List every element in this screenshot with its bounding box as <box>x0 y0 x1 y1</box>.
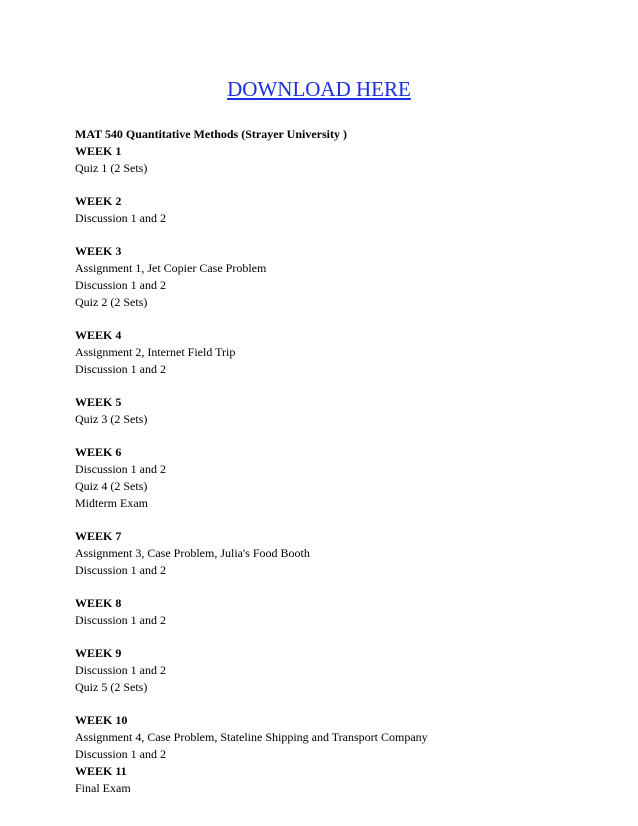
week-item: Discussion 1 and 2 <box>75 663 166 677</box>
week-section <box>75 394 595 428</box>
week-heading: WEEK 10 <box>75 713 128 727</box>
spacer <box>75 579 595 595</box>
week-heading: WEEK 3 <box>75 244 122 258</box>
spacer <box>75 428 595 444</box>
week-item: Quiz 4 (2 Sets) <box>75 479 148 493</box>
document-body <box>75 126 595 797</box>
week-item: Discussion 1 and 2 <box>75 211 166 225</box>
download-link[interactable]: DOWNLOAD HERE <box>227 77 411 101</box>
spacer <box>75 177 595 193</box>
week-item: Quiz 2 (2 Sets) <box>75 295 148 309</box>
spacer <box>75 512 595 528</box>
week-heading: WEEK 11 <box>75 764 127 778</box>
week-section <box>75 444 595 512</box>
week-section <box>75 763 595 797</box>
week-section <box>75 193 595 227</box>
week-item: Quiz 5 (2 Sets) <box>75 680 148 694</box>
week-item: Quiz 1 (2 Sets) <box>75 161 148 175</box>
week-section <box>75 712 595 763</box>
week-heading: WEEK 4 <box>75 328 122 342</box>
spacer <box>75 311 595 327</box>
week-heading: WEEK 7 <box>75 529 122 543</box>
spacer <box>75 378 595 394</box>
week-heading: WEEK 9 <box>75 646 122 660</box>
week-item: Assignment 3, Case Problem, Julia's Food Booth <box>75 546 310 560</box>
spacer <box>75 227 595 243</box>
week-heading: WEEK 6 <box>75 445 122 459</box>
spacer <box>75 696 595 712</box>
week-item: Discussion 1 and 2 <box>75 462 166 476</box>
spacer <box>75 629 595 645</box>
week-section <box>75 243 595 311</box>
week-item: Assignment 4, Case Problem, Stateline Shipping and Transport Company <box>75 730 428 744</box>
course-title: MAT 540 Quantitative Methods (Strayer University ) <box>75 127 347 141</box>
week-section <box>75 143 595 177</box>
week-heading: WEEK 2 <box>75 194 122 208</box>
week-item: Final Exam <box>75 781 131 795</box>
week-item: Assignment 2, Internet Field Trip <box>75 345 236 359</box>
week-item: Discussion 1 and 2 <box>75 563 166 577</box>
week-section <box>75 645 595 696</box>
week-item: Discussion 1 and 2 <box>75 613 166 627</box>
week-section <box>75 528 595 579</box>
week-heading: WEEK 1 <box>75 144 122 158</box>
week-heading: WEEK 5 <box>75 395 122 409</box>
week-item: Midterm Exam <box>75 496 148 510</box>
week-heading: WEEK 8 <box>75 596 122 610</box>
week-item: Discussion 1 and 2 <box>75 747 166 761</box>
week-item: Discussion 1 and 2 <box>75 362 166 376</box>
week-section <box>75 595 595 629</box>
week-section <box>75 327 595 378</box>
week-item: Quiz 3 (2 Sets) <box>75 412 148 426</box>
week-item: Discussion 1 and 2 <box>75 278 166 292</box>
week-item: Assignment 1, Jet Copier Case Problem <box>75 261 267 275</box>
